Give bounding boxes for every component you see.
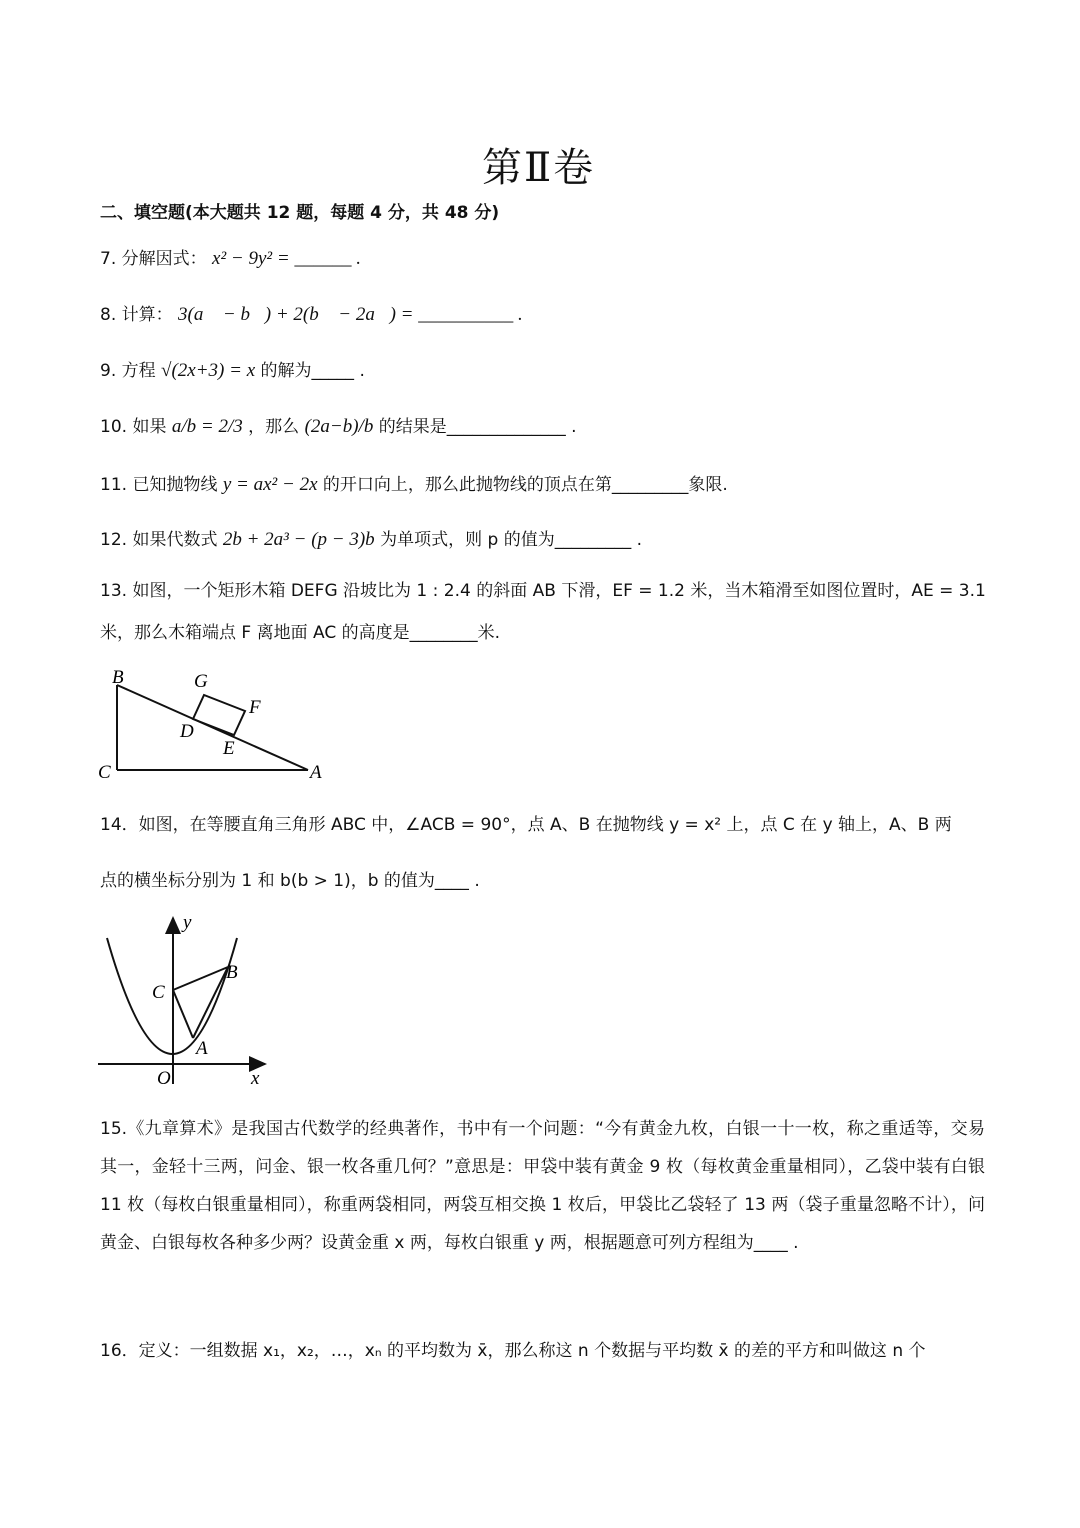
question-suffix: 的结果是______________ . [378, 417, 577, 437]
question-math: √(2x+3) = x [161, 360, 256, 381]
question-text: 计算： [121, 305, 173, 325]
label-e: E [223, 738, 235, 759]
label-b: B [112, 667, 124, 688]
slope-box-diagram [90, 660, 340, 790]
question-math: a/b = 2/3 [171, 416, 243, 437]
box-defg [193, 695, 245, 735]
question-number: 8. [100, 305, 117, 325]
question-15: 15.《九章算术》是我国古代数学的经典著作，书中有一个问题：“今有黄金九枚，白银一十一枚，称之重适等，交易其一，金轻十三两，问金、银一枚各重几何？”意思是：甲袋中装有黄金 9 枚（每枚黄金重量相同），乙袋中装有白银 11 枚（每枚白银重量相同），称重两袋相同，两袋互相交换 1 枚后，甲袋比乙袋轻了 13 两（袋子重量忽略不计），问黄金、白银每枚各种多少两？设黄金重 x 两，每枚白银重 y 两，根据题意可列方程组为____ . [100, 1119, 985, 1253]
segment-cb [173, 967, 228, 990]
question-13-line-2: 米，那么木箱端点 F 离地面 AC 的高度是________米. [100, 623, 500, 643]
question-9 [100, 358, 365, 384]
page-title: 第Ⅱ卷 [482, 145, 596, 191]
question-suffix: 为单项式，则 p 的值为_________ . [380, 530, 642, 550]
label-c: C [152, 982, 165, 1003]
parabola-diagram [95, 910, 275, 1090]
question-math: x² − 9y² = ______ . [212, 248, 361, 269]
label-o: O [157, 1068, 171, 1089]
label-y: y [183, 912, 192, 933]
label-g: G [194, 671, 208, 692]
question-math-2: (2a−b)/b [304, 416, 374, 437]
question-text: 如果代数式 [132, 530, 218, 550]
label-d: D [180, 721, 194, 742]
label-b: B [226, 962, 238, 983]
question-math: y = ax² − 2x [222, 474, 318, 495]
question-math: 2b + 2a³ − (p − 3)b [222, 529, 375, 550]
question-number: 10. [100, 417, 128, 437]
question-text: 分解因式： [121, 249, 207, 269]
question-number: 12. [100, 530, 128, 550]
question-suffix: 的解为_____ . [260, 361, 365, 381]
label-a: A [310, 762, 322, 783]
question-14-line-2: 点的横坐标分别为 1 和 b(b > 1)，b 的值为____ . [100, 871, 480, 891]
question-suffix: 的开口向上，那么此抛物线的顶点在第_________象限. [322, 475, 728, 495]
segment-ab [193, 967, 228, 1038]
question-7 [100, 246, 361, 272]
label-c: C [98, 762, 111, 783]
segment-ca [173, 990, 193, 1038]
label-a: A [196, 1038, 208, 1059]
question-14-line-1: 14．如图，在等腰直角三角形 ABC 中，∠ACB = 90°，点 A、B 在抛物线 y = x² 上，点 C 在 y 轴上，A、B 两 [100, 815, 952, 835]
label-f: F [249, 697, 261, 718]
question-mid: ，那么 [248, 417, 300, 437]
question-number: 9. [100, 361, 117, 381]
section-heading: 二、填空题(本大题共 12 题，每题 4 分，共 48 分) [100, 203, 500, 223]
question-10 [100, 414, 577, 440]
question-number: 7. [100, 249, 117, 269]
question-math: 3(a⃗ − b⃗) + 2(b⃗ − 2a⃗) = __________ . [178, 304, 523, 325]
question-text: 方程 [121, 361, 156, 381]
question-16: 16．定义：一组数据 x₁，x₂，…，xₙ 的平均数为 x̄，那么称这 n 个数据与平均数 x̄ 的差的平方和叫做这 n 个 [100, 1341, 926, 1361]
question-12 [100, 527, 642, 553]
question-13-line-1: 13. 如图，一个矩形木箱 DEFG 沿坡比为 1 : 2.4 的斜面 AB 下滑，EF = 1.2 米，当木箱滑至如图位置时，AE = 3.1 [100, 581, 986, 601]
question-text: 如果 [132, 417, 167, 437]
question-8 [100, 302, 523, 328]
question-text: 已知抛物线 [132, 475, 218, 495]
question-11 [100, 472, 728, 498]
label-x: x [251, 1068, 260, 1089]
question-number: 11. [100, 475, 128, 495]
